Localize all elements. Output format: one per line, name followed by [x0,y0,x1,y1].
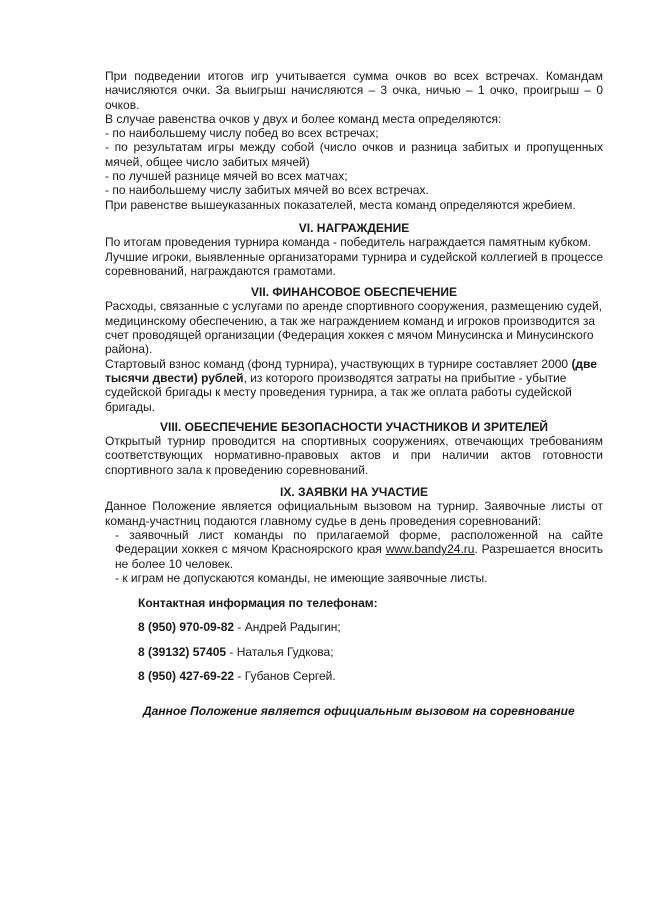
contact-line [138,645,603,659]
tiebreak-lottery: При равенстве вышеуказанных показателей, места команд определяются жребием. [105,197,576,212]
tiebreak-criterion-goal-difference: - по лучшей разнице мячей во всех матчах; [105,169,348,184]
contact-line [138,669,603,683]
scoring-paragraph: При подведении итогов игр учитывается сумма очков во всех встречах. Командам начисляются очки. За выигрыш начисляются – 3 очка, ничью – 1 очко, проигрыш – 0 очков. [105,69,603,112]
closing-statement: Данное Положение является официальным вызовом на соревнование [143,704,575,719]
contact-name: - Наталья Гудкова; [226,644,334,659]
awards-paragraph-cup: По итогам проведения турнира команда - победитель награждается памятным кубком. [105,235,591,250]
finance-paragraph-entry-fee [105,357,603,414]
entry-fee-amount: (две тысячи двести) рублей [105,356,597,385]
tiebreak-criterion-head-to-head: - по результатам игры между собой (число очков и разница забитых и пропущенных мячей, общее число забитых мячей) [105,140,603,169]
contact-name: - Андрей Радыгин; [234,620,341,635]
contact-name: - Губанов Сергей. [234,668,336,683]
tiebreak-intro: В случае равенства очков у двух и более команд места определяются: [105,111,502,126]
form-text-start: - заявочный лист команды по прилагаемой форме, расположенной на сайте Федерации хоккея с мячом Красноярского края [115,527,603,557]
applications-item-form [105,528,603,571]
finance-paragraph-expenses: Расходы, связанные с услугами по аренде спортивного сооружения, размещению судей, медицинскому обеспечению, а так же награждением команд и игроков производится за счет проводящей организации (Федерация хоккея с мячом Минусинска и Минусинского района). [105,299,603,357]
applications-paragraph: Данное Положение является официальным вызовом на турнир. Заявочные листы от команд-участниц подаются главному судье в день проведения соревнований: [105,499,603,528]
contact-block [105,596,603,683]
safety-paragraph: Открытый турнир проводится на спортивных сооружениях, отвечающих требованиям соответствующих нормативно-правовых актов и при наличии актов готовности спортивного зала к проведению соревнований. [105,434,603,477]
contact-title: Контактная информация по телефонам: [138,596,378,611]
contact-phone: 8 (39132) 57405 [138,644,227,659]
contact-line [138,620,603,634]
contact-phone: 8 (950) 970-09-82 [138,620,235,635]
section-heading-applications: IX. ЗАЯВКИ НА УЧАСТИЕ [279,485,429,500]
entry-fee-text-end: , из которого производятся затраты на прибытие - убытие судейской бригады к месту проведения турнира, а так же оплата работы судейской бригады. [105,370,572,414]
tiebreak-criterion-wins: - по наибольшему числу побед во всех встречах; [105,126,379,141]
section-heading-awards: VI. НАГРАЖДЕНИЕ [298,220,410,235]
bandy24-link[interactable]: www.bandy24.ru [385,542,475,557]
document-body [105,69,603,719]
awards-paragraph-players: Лучшие игроки, выявленные организаторами турнира и судейской коллегией в процессе соревнований, награждаются грамотами. [105,249,603,278]
applications-item-restriction: - к играм не допускаются команды, не имеющие заявочные листы. [115,570,488,585]
section-heading-finance: VII. ФИНАНСОВОЕ ОБЕСПЕЧЕНИЕ [251,285,457,300]
entry-fee-text-start: Стартовый взнос команд (фонд турнира), участвующих в турнире составляет 2000 [105,356,572,371]
tiebreak-criterion-goals-scored: - по наибольшему числу забитых мячей во всех встречах. [105,183,429,198]
form-text-end: . Разрешается вносить не более 10 человек. [115,542,603,571]
section-heading-safety: VIII. ОБЕСПЕЧЕНИЕ БЕЗОПАСНОСТИ УЧАСТНИКОВ И ЗРИТЕЛЕЙ [159,419,549,434]
contact-phone: 8 (950) 427-69-22 [138,668,235,683]
